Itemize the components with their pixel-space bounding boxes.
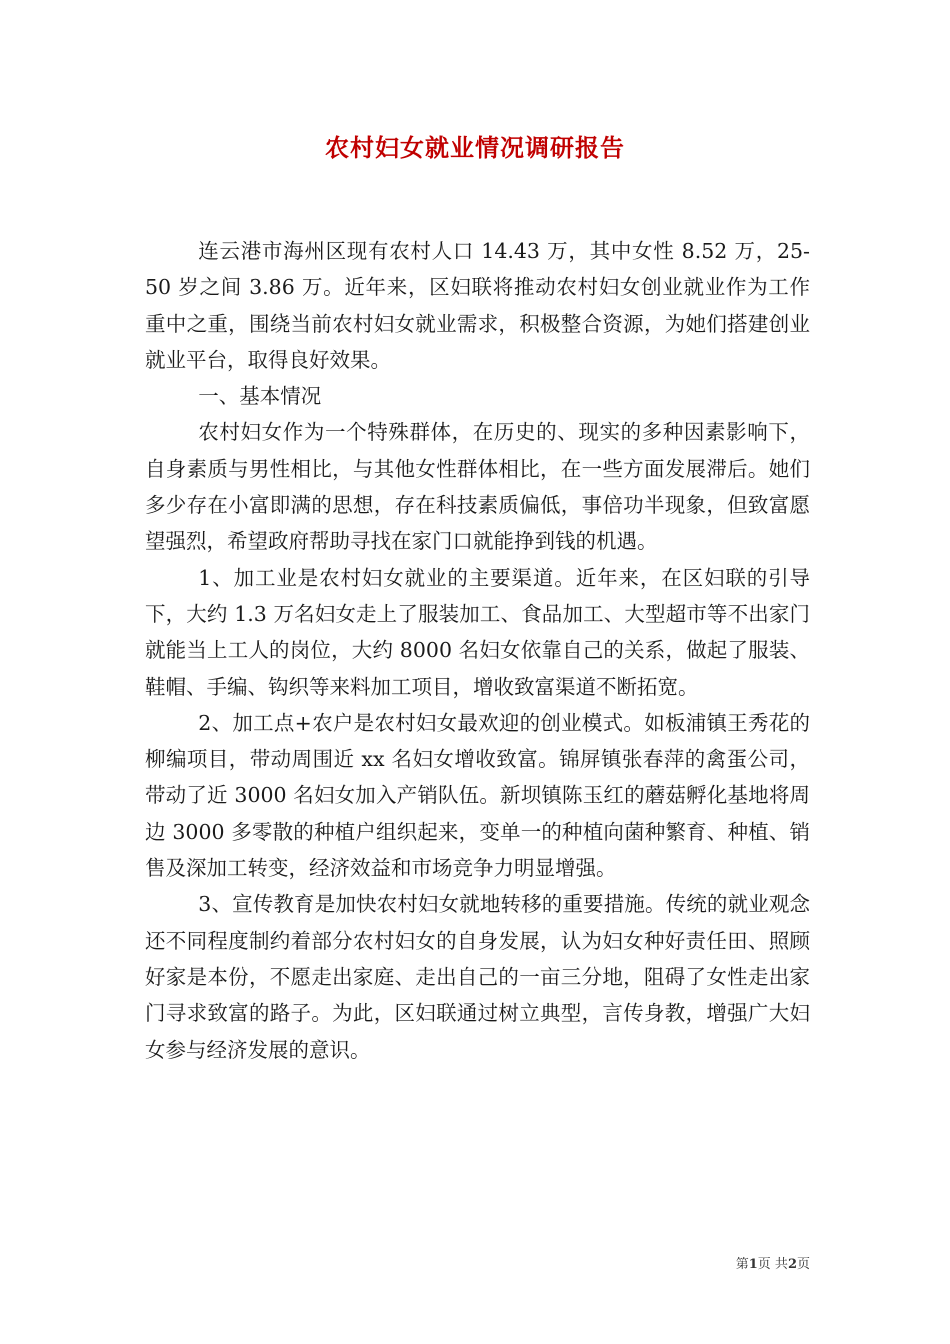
footer-prefix: 第: [735, 1257, 749, 1272]
body-paragraph: 农村妇女作为一个特殊群体，在历史的、现实的多种因素影响下，自身素质与男性相比，与其他女性群体相比，在一些方面发展滞后。她们多少存在小富即满的思想，存在科技素质偏低，事倍功半现象，但致富愿望强烈，希望政府帮助寻找在家门口就能挣到钱的机遇。: [145, 420, 810, 554]
document-title: 农村妇女就业情况调研报告: [325, 133, 625, 162]
section-heading-basic-situation: 一、基本情况: [198, 384, 322, 409]
current-page-number: 1: [748, 1257, 758, 1272]
total-pages-number: 2: [787, 1257, 797, 1272]
footer-suffix: 页: [796, 1257, 810, 1272]
body-paragraph: 2、加工点+农户是农村妇女最欢迎的创业模式。如板浦镇王秀花的柳编项目，带动周围近 xx 名妇女增收致富。锦屏镇张春萍的禽蛋公司，带动了近 3000 名妇女加入产销队伍。新坝镇陈玉红的蘑菇孵化基地将周边 3000 多零散的种植户组织起来，变单一的种植向菌种繁育、种植、销售及深加工转变，经济效益和市场竞争力明显增强。: [145, 710, 810, 881]
intro-paragraph: 连云港市海州区现有农村人口 14.43 万，其中女性 8.52 万，25-50 岁之间 3.86 万。近年来，区妇联将推动农村妇女创业就业作为工作重中之重，围绕当前农村妇女就业需求，积极整合资源，为她们搭建创业就业平台，取得良好效果。: [145, 239, 810, 372]
footer-middle: 页 共: [757, 1257, 788, 1272]
page-number-footer: [690, 1253, 810, 1272]
body-paragraph: 3、宣传教育是加快农村妇女就地转移的重要措施。传统的就业观念还不同程度制约着部分农村妇女的自身发展，认为妇女种好责任田、照顾好家是本份，不愿走出家庭、走出自己的一亩三分地，阻碍了女性走出家门寻求致富的路子。为此，区妇联通过树立典型，言传身教，增强广大妇女参与经济发展的意识。: [145, 892, 810, 1062]
body-paragraph: 1、加工业是农村妇女就业的主要渠道。近年来，在区妇联的引导下，大约 1.3 万名妇女走上了服装加工、食品加工、大型超市等不出家门就能当上工人的岗位，大约 8000 名妇女依靠自己的关系，做起了服装、鞋帽、手编、钩织等来料加工项目，增收致富渠道不断拓宽。: [145, 565, 810, 699]
document-body: [145, 233, 810, 1068]
